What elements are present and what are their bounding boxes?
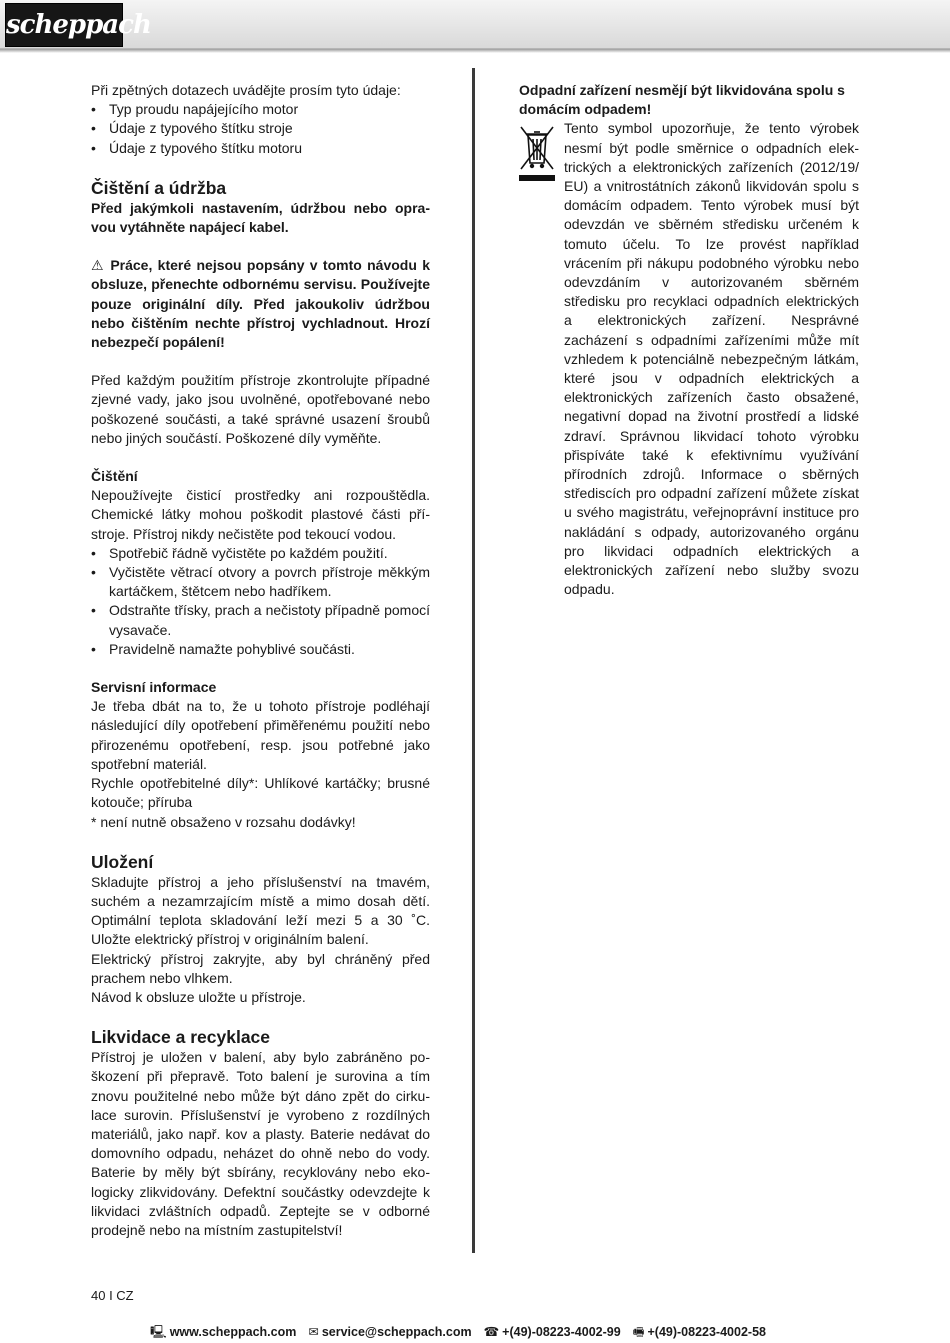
- storage-manual-text: Návod k obsluze uložte u přístroje.: [91, 988, 306, 1005]
- list-item: • Vyčistěte větrací otvory a povrch přístroje měkkým kartáčkem, štětcem nebo hadříkem.: [91, 563, 430, 601]
- unplug-warning: Před jakýmkoli nastavením, údržbou nebo opravou vytáhněte napájecí kabel.: [91, 199, 430, 236]
- fax-icon: 🖷: [632, 1325, 645, 1339]
- weee-heading: Odpadní zařízení nesmějí být likvidována spolu s domácím odpadem!: [519, 82, 845, 118]
- column-divider: [472, 68, 475, 1253]
- disposal-text: Přístroj je uložen v balení, aby bylo zabráněno poškození při přepravě. Toto balení je surovina a tím znovu použitelné nebo může být dáno zpět do cirkulace surovin. Příslušenství je vyrobeno z rozdílných materiálů, jako např. kov a plasty. Baterie nedávat do domovního odpadu, neházet do ohně nebo do vody. Baterie by měly být sbírány, recyklovány nebo ekologicky zlikvidovány. Defektní součástky odevzdejte k likvidaci zvláštních odpadů. Zeptejte se v odborné prodejně nebo na místním zastupitelství!: [91, 1049, 430, 1238]
- footer-web[interactable]: 🖳 www.scheppach.com: [150, 1325, 297, 1339]
- disposal-heading: Likvidace a recyklace: [91, 1027, 271, 1048]
- intro-text: Při zpětných dotazech uvádějte prosím tyto údaje:: [91, 82, 401, 98]
- footer-phone[interactable]: ☎ +(49)-08223-4002-99: [483, 1325, 621, 1339]
- scheppach-logo: scheppach: [5, 3, 123, 47]
- cleaning-list: [91, 544, 430, 659]
- intro-list: [91, 100, 430, 158]
- weee-text: Tento symbol upozorňuje, že tento výrobek nesmí být podle směrnice o odpadních elektrických a elektronických zařízeních (2012/19/ EU) a vnitrostátních zákonů likvidován spolu s domácím odpadem. Tento výrobek musí být odevzdán ve sběrném středisku určeném k tomuto účelu. To lze provést například vrácením při nákupu podobného výrobku nebo odevzdáním v autorizovaném sběrném středisku pro recyklaci odpadních elektrických a elektronických zařízení. Nesprávné zacházení s odpadními zařízeními může mít vzhledem k potenciálně nebezpečným látkám, které jsou v odpadních elektrických a elektronických zařízeních často obsažené, negativní dopad na životní prostředí a lidské zdraví. Správnou likvidací tohoto výrobku přispíváte také k efektivnímu využívání přírodních zdrojů. Informace o sběrných střediscích pro odpadní zařízení můžete získat u svého magistrátu, veřejnoprávní instituce pro nakládání s odpady, autorizovaného orgánu pro likvidaci odpadních elektrických a elektronických zařízení nebo služby svozu odpadu.: [564, 120, 859, 598]
- right-column: [519, 81, 859, 599]
- footer-contacts: [150, 1323, 810, 1341]
- left-column: [91, 81, 430, 1240]
- header-shadow: [0, 49, 950, 53]
- page-number: 40 I CZ: [91, 1288, 134, 1303]
- service-info-heading: Servisní informace: [91, 679, 217, 696]
- crossed-out-bin-icon: [519, 123, 555, 183]
- cleaning-subheading: Čištění: [91, 468, 138, 485]
- computer-icon: 🖳: [150, 1325, 167, 1339]
- hazard-warning: [91, 256, 430, 352]
- warning-triangle-icon: ⚠: [91, 257, 105, 274]
- footer-fax[interactable]: 🖷 +(49)-08223-4002-58: [632, 1325, 766, 1339]
- delivery-note: * není nutně obsaženo v rozsahu dodávky!: [91, 813, 356, 830]
- weee-section: [519, 119, 859, 599]
- cleaning-maintenance-heading: Čištění a údržba: [91, 177, 227, 198]
- storage-cover-text: Elektrický přístroj zakryjte, aby byl chráněný před prachem nebo vlhkem.: [91, 950, 430, 986]
- list-item: • Spotřebič řádně vyčistěte po každém použití.: [91, 544, 430, 563]
- footer-email[interactable]: ✉ service@scheppach.com: [308, 1325, 472, 1339]
- phone-icon: ☎: [483, 1325, 500, 1339]
- list-item: • Údaje z typového štítku motoru: [91, 139, 430, 158]
- wear-parts-text: Rychle opotřebitelné díly*: Uhlíkové kartáčky; brusné kotouče; příruba: [91, 775, 430, 811]
- list-item: • Údaje z typového štítku stroje: [91, 119, 430, 138]
- service-text: Je třeba dbát na to, že u tohoto přístroje podléhají následující díly opotřebení přiměřenému použití nebo přirozenému opotřebení, resp. jsou potřebné jako spotřební materiál.: [91, 698, 430, 772]
- list-item: • Typ proudu napájejícího motor: [91, 100, 430, 119]
- list-item: • Odstraňte třísky, prach a nečistoty případně pomocí vysavače.: [91, 601, 430, 639]
- list-item: • Pravidelně namažte pohyblivé součásti.: [91, 640, 430, 659]
- inspection-text: Před každým použitím přístroje zkontrolujte případné zjevné vady, jako jsou uvolněné, opotřebované nebo poškozené součásti, a také správné usazení šroubů nebo jiných součástí. Poškozené díly vyměňte.: [91, 372, 430, 446]
- storage-heading: Uložení: [91, 851, 154, 872]
- mail-icon: ✉: [308, 1325, 319, 1339]
- hazard-warning-text: Práce, které nejsou popsány v tomto návodu k obsluze, přenechte odbornému servisu. Používejte pouze originální díly. Před jakoukoliv údržbou nebo čištěním nechte přístroj vychladnout. Hrozí nebezpečí popálení!: [91, 257, 431, 351]
- header-bar: [0, 0, 950, 49]
- cleaning-text: Nepoužívejte čisticí prostředky ani rozpouštědla. Chemické látky mohou poškodit plastové části přístroje. Přístroj nikdy nečistěte pod tekoucí vodou.: [91, 487, 430, 542]
- storage-text: Skladujte přístroj a jeho příslušenství na tmavém, suchém a nezamrzajícím místě a mimo dosah dětí. Optimální teplota skladování leží mezi 5 a 30 ˚C. Uložte elektrický přístroj v originálním balení.: [91, 873, 430, 948]
